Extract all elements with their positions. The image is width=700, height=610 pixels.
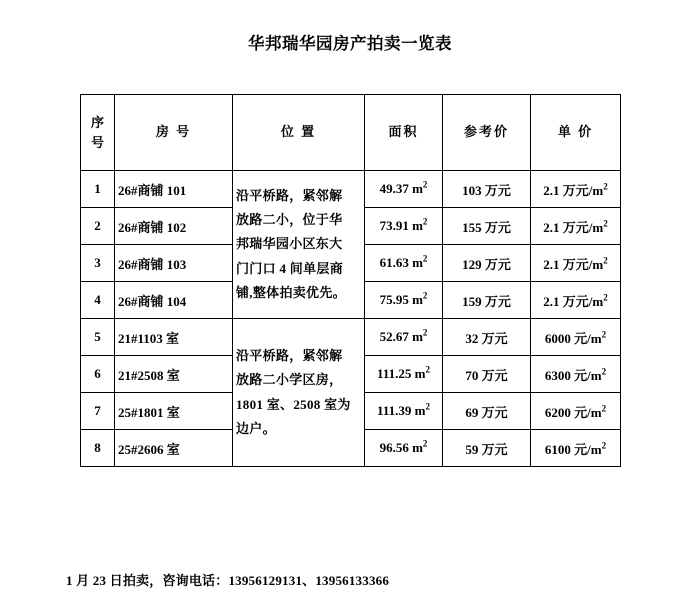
cell-room: 26#商铺 101 [115, 171, 233, 208]
location-line: 沿平桥路，紧邻解 [236, 188, 343, 204]
cell-room: 21#1103 室 [115, 319, 233, 356]
column-header-area: 面积 [365, 95, 443, 171]
cell-area-exponent: 2 [422, 438, 428, 449]
cell-area [365, 356, 443, 393]
cell-unit-price-exponent: 2 [603, 292, 608, 303]
location-line: 沿平桥路，紧邻解 [236, 348, 343, 364]
cell-unit-price [531, 356, 621, 393]
location-line: 边户。 [236, 420, 276, 436]
cell-area-unit: m [414, 403, 426, 418]
cell-area [365, 282, 443, 319]
cell-room: 25#1801 室 [115, 393, 233, 430]
cell-reference-price: 70 万元 [443, 356, 531, 393]
cell-area [365, 319, 443, 356]
cell-unit-price [531, 430, 621, 467]
cell-area-unit: m [412, 440, 423, 455]
cell-seq: 3 [81, 245, 115, 282]
cell-seq: 2 [81, 208, 115, 245]
cell-reference-price: 103 万元 [443, 171, 531, 208]
cell-area-unit: m [412, 181, 423, 196]
cell-unit-price-exponent: 2 [601, 329, 607, 340]
cell-unit-price-exponent: 2 [603, 255, 608, 266]
cell-seq: 5 [81, 319, 115, 356]
cell-area [365, 393, 443, 430]
cell-area-exponent: 2 [422, 216, 428, 227]
cell-area-unit: m [412, 292, 423, 307]
table-header-row [81, 95, 621, 171]
location-line: 放路二小学区房， [236, 372, 343, 388]
auction-table [80, 94, 621, 467]
cell-unit-price-value: 6100 元/m [544, 441, 602, 457]
auction-table-wrapper [80, 54, 620, 467]
cell-unit-price-value: 2.1 万元/m [543, 219, 604, 235]
cell-area-unit: m [414, 366, 426, 381]
cell-room: 21#2508 室 [115, 356, 233, 393]
cell-unit-price-exponent: 2 [601, 366, 607, 377]
cell-area-exponent: 2 [425, 364, 430, 375]
location-line: 1801 室、2508 室为 [236, 396, 351, 412]
cell-reference-price: 159 万元 [443, 282, 531, 319]
page-title: 华邦瑞华园房产拍卖一览表 [248, 34, 452, 53]
cell-area-value: 52.67 [379, 329, 409, 344]
cell-area-unit: m [412, 218, 423, 233]
cell-area-exponent: 2 [422, 179, 428, 190]
cell-unit-price-value: 2.1 万元/m [543, 293, 604, 309]
column-header-unit-price: 单 价 [531, 95, 621, 171]
cell-area [365, 208, 443, 245]
location-line: 邦瑞华园小区东大 [236, 236, 343, 252]
footnote-contact: 1 月 23 日拍卖，咨询电话：13956129131、13956133366 [66, 573, 390, 588]
cell-unit-price-value: 6200 元/m [544, 404, 602, 420]
cell-unit-price-value: 6000 元/m [544, 330, 602, 346]
column-header-seq [81, 95, 115, 171]
cell-reference-price: 129 万元 [443, 245, 531, 282]
cell-reference-price: 32 万元 [443, 319, 531, 356]
cell-area-value: 75.95 [379, 292, 409, 307]
cell-location-block-1 [233, 171, 365, 319]
cell-unit-price [531, 393, 621, 430]
cell-seq: 1 [81, 171, 115, 208]
cell-area-unit: m [412, 255, 423, 270]
column-header-location: 位 置 [233, 95, 365, 171]
cell-area-value: 96.56 [379, 440, 409, 455]
cell-unit-price-exponent: 2 [603, 181, 608, 192]
cell-unit-price-exponent: 2 [601, 440, 607, 451]
column-header-reference-price: 参考价 [443, 95, 531, 171]
cell-area-value: 73.91 [379, 218, 409, 233]
location-line: 铺,整体拍卖优先。 [236, 284, 346, 300]
cell-area-value: 61.63 [379, 255, 409, 270]
cell-area-exponent: 2 [422, 290, 428, 301]
column-header-seq-line2: 号 [90, 134, 104, 150]
location-line: 门门口 4 间单层商 [236, 260, 343, 276]
cell-unit-price [531, 319, 621, 356]
cell-room: 26#商铺 102 [115, 208, 233, 245]
cell-area-unit: m [412, 329, 423, 344]
cell-unit-price-value: 2.1 万元/m [543, 182, 604, 198]
cell-area-exponent: 2 [422, 327, 428, 338]
cell-unit-price-exponent: 2 [601, 403, 607, 414]
location-line: 放路二小，位于华 [236, 212, 343, 228]
cell-area-value: 49.37 [379, 181, 409, 196]
cell-reference-price: 59 万元 [443, 430, 531, 467]
cell-unit-price [531, 282, 621, 319]
cell-area-exponent: 2 [422, 253, 428, 264]
cell-area [365, 430, 443, 467]
cell-unit-price [531, 208, 621, 245]
cell-seq: 4 [81, 282, 115, 319]
cell-seq: 6 [81, 356, 115, 393]
cell-seq: 8 [81, 430, 115, 467]
cell-room: 26#商铺 104 [115, 282, 233, 319]
cell-unit-price-exponent: 2 [603, 218, 608, 229]
cell-area-value: 111.39 [377, 403, 412, 418]
cell-area [365, 171, 443, 208]
cell-seq: 7 [81, 393, 115, 430]
cell-reference-price: 69 万元 [443, 393, 531, 430]
cell-location-block-2 [233, 319, 365, 467]
column-header-seq-line1: 序 [90, 115, 104, 130]
cell-unit-price-value: 2.1 万元/m [543, 256, 604, 272]
cell-room: 26#商铺 103 [115, 245, 233, 282]
cell-reference-price: 155 万元 [443, 208, 531, 245]
cell-area-value: 111.25 [377, 366, 412, 381]
column-header-room: 房 号 [115, 95, 233, 171]
cell-unit-price [531, 171, 621, 208]
cell-unit-price-value: 6300 元/m [544, 367, 602, 383]
cell-area [365, 245, 443, 282]
cell-room: 25#2606 室 [115, 430, 233, 467]
table-row [81, 171, 621, 208]
table-row [81, 319, 621, 356]
cell-unit-price [531, 245, 621, 282]
cell-area-exponent: 2 [425, 401, 430, 412]
